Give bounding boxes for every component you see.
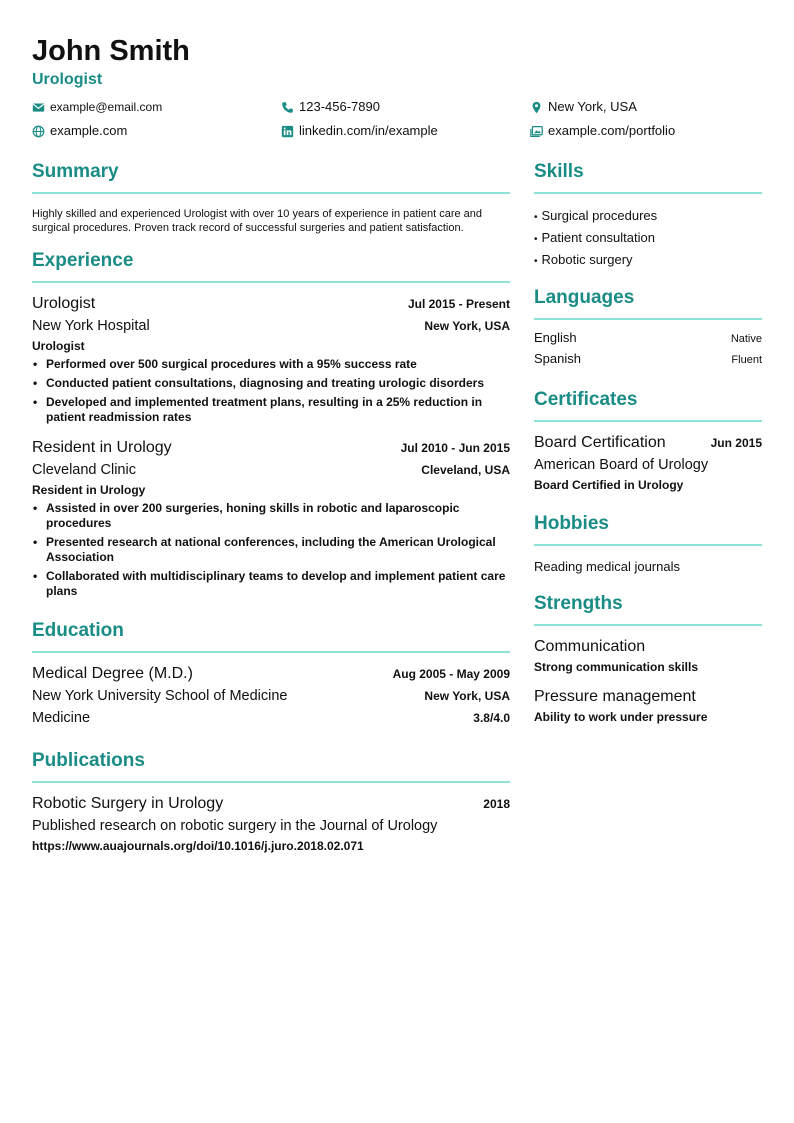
job-role: Resident in Urology [32, 439, 172, 456]
strengths-section [534, 592, 762, 726]
job-role: Urologist [32, 295, 96, 312]
job-location: Cleveland, USA [421, 463, 510, 477]
publication-description: Published research on robotic surgery in the Journal of Urology [32, 818, 438, 834]
education-dates: Aug 2005 - May 2009 [392, 667, 510, 681]
email-text: example@email.com [50, 100, 163, 114]
strength-name: Pressure management [534, 688, 696, 705]
section-heading: Languages [534, 286, 762, 320]
education-entry [32, 663, 510, 729]
location-text: New York, USA [548, 99, 637, 114]
skill-item: • Patient consultation [534, 230, 655, 245]
language-name: Spanish [534, 351, 581, 366]
section-heading: Certificates [534, 388, 762, 422]
phone-text: 123-456-7890 [299, 99, 380, 114]
skills-list [534, 206, 762, 272]
bullet-item: • Developed and implemented treatment plans, resulting in a 25% reduction in patient readmission rates [46, 395, 510, 425]
skills-section [534, 160, 762, 272]
certificate-issuer: American Board of Urology [534, 457, 709, 473]
globe-icon [32, 125, 45, 138]
location-pin-icon [530, 101, 543, 114]
field-of-study: Medicine [32, 710, 91, 726]
strength-description: Ability to work under pressure [534, 710, 708, 724]
linkedin-text: linkedin.com/in/example [299, 123, 438, 138]
linkedin-icon [281, 125, 294, 138]
contact-location [530, 98, 762, 116]
bullet-item: • Collaborated with multidisciplinary teams to develop and implement patient care plans [46, 569, 510, 599]
publication-year: 2018 [483, 797, 510, 811]
certificates-section [534, 388, 762, 494]
section-heading: Summary [32, 160, 510, 194]
section-heading: Publications [32, 749, 510, 783]
publication-name: Robotic Surgery in Urology [32, 795, 224, 812]
website-text: example.com [50, 123, 128, 138]
contact-info [32, 98, 762, 140]
skill-item: • Surgical procedures [534, 208, 658, 223]
job-organization: New York Hospital [32, 318, 150, 334]
left-column [32, 160, 510, 869]
hobby-item: Reading medical journals [534, 559, 680, 574]
right-column [534, 160, 762, 869]
job-subtitle: Resident in Urology [32, 483, 146, 497]
language-item [534, 328, 762, 349]
job-bullets [32, 357, 510, 425]
bullet-item: • Presented research at national conferences, including the American Urological Association [46, 535, 510, 565]
certificate-description: Board Certified in Urology [534, 478, 684, 492]
phone-icon [281, 101, 294, 114]
experience-entry [32, 293, 510, 425]
degree: Medical Degree (M.D.) [32, 665, 193, 682]
gpa: 3.8/4.0 [473, 711, 510, 725]
language-item [534, 349, 762, 370]
contact-linkedin[interactable] [281, 122, 530, 140]
publication-url[interactable]: https://www.auajournals.org/doi/10.1016/j.juro.2018.02.071 [32, 839, 364, 853]
strength-entry [534, 686, 762, 726]
job-bullets [32, 501, 510, 599]
section-heading: Experience [32, 249, 510, 283]
resume-body [32, 160, 762, 869]
job-location: New York, USA [424, 319, 510, 333]
skill-item: • Robotic surgery [534, 252, 633, 267]
education-location: New York, USA [424, 689, 510, 703]
strength-name: Communication [534, 638, 646, 655]
certificate-name: Board Certification [534, 434, 666, 451]
contact-email[interactable] [32, 98, 281, 116]
strength-description: Strong communication skills [534, 660, 699, 674]
experience-entry [32, 437, 510, 599]
experience-section [32, 249, 510, 599]
candidate-title: Urologist [32, 71, 103, 88]
section-heading: Hobbies [534, 512, 762, 546]
bullet-item: • Performed over 500 surgical procedures with a 95% success rate [46, 357, 510, 372]
job-organization: Cleveland Clinic [32, 462, 136, 478]
contact-phone[interactable] [281, 98, 530, 116]
section-heading: Education [32, 619, 510, 653]
education-section [32, 619, 510, 729]
hobbies-section [534, 512, 762, 576]
publications-section [32, 749, 510, 855]
language-level: Fluent [731, 354, 762, 366]
portfolio-text: example.com/portfolio [548, 123, 676, 138]
job-dates: Jul 2015 - Present [407, 297, 510, 311]
languages-section [534, 286, 762, 370]
contact-portfolio[interactable] [530, 122, 762, 140]
contact-website[interactable] [32, 122, 281, 140]
section-heading: Strengths [534, 592, 762, 626]
school: New York University School of Medicine [32, 688, 288, 704]
language-name: English [534, 330, 577, 345]
job-subtitle: Urologist [32, 339, 85, 353]
section-heading: Skills [534, 160, 762, 194]
publication-entry [32, 793, 510, 855]
certificate-entry [534, 432, 762, 494]
job-dates: Jul 2010 - Jun 2015 [400, 441, 510, 455]
bullet-item: • Conducted patient consultations, diagnosing and treating urologic disorders [46, 376, 510, 391]
strength-entry [534, 636, 762, 676]
summary-section [32, 160, 510, 235]
portfolio-icon [530, 125, 543, 138]
summary-text: Highly skilled and experienced Urologist with over 10 years of experience in patient care and surgical procedures. Proven track record of successful surgeries and patient satisfaction. [32, 208, 483, 234]
language-level: Native [730, 333, 762, 345]
certificate-date: Jun 2015 [710, 436, 762, 450]
email-icon [32, 101, 45, 114]
candidate-name: John Smith [32, 35, 190, 67]
bullet-item: • Assisted in over 200 surgeries, honing skills in robotic and laparoscopic procedures [46, 501, 510, 531]
